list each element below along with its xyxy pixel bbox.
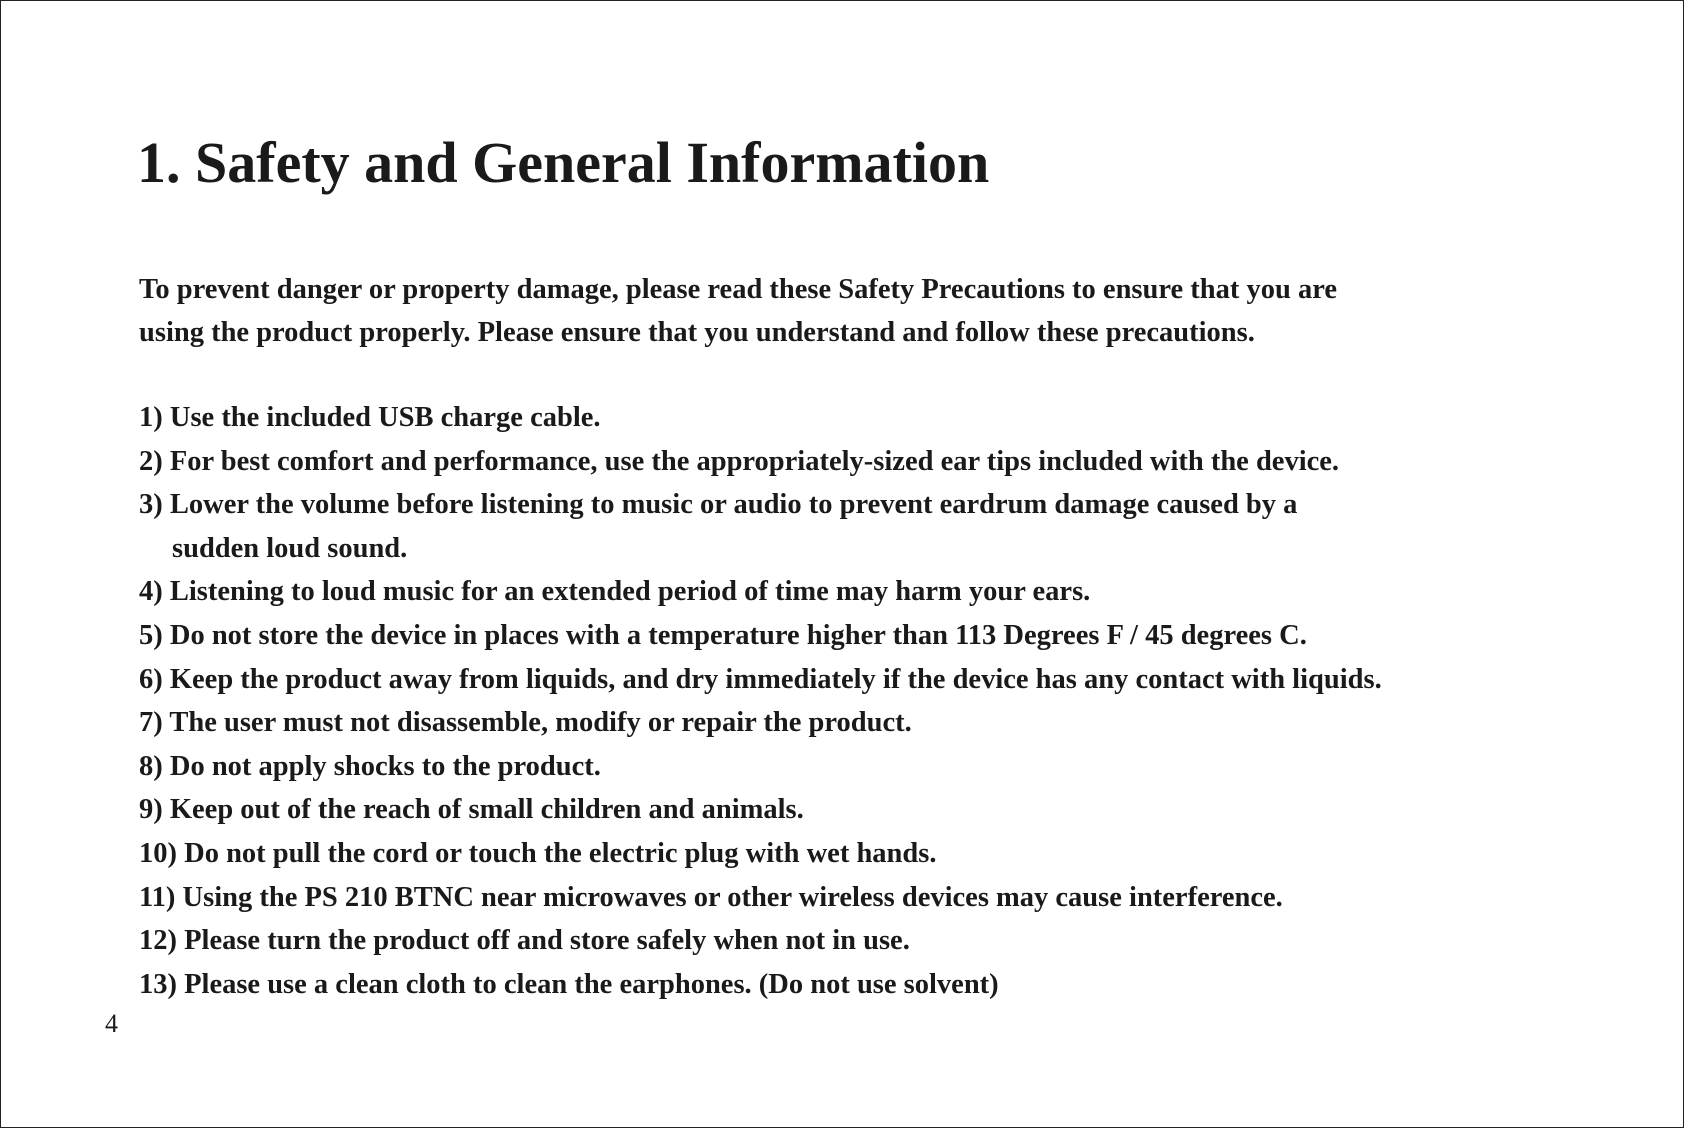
list-item: 1) Use the included USB charge cable. (139, 402, 601, 433)
list-item: 8) Do not apply shocks to the product. (139, 750, 601, 782)
list-item: 9) Keep out of the reach of small children and animals. (139, 794, 804, 826)
intro-line: using the product properly. Please ensure that you understand and follow these precautions. (139, 317, 1255, 348)
list-item: 11) Using the PS 210 BTNC near microwaves or other wireless devices may cause interference. (139, 881, 1283, 913)
list-item: 7) The user must not disassemble, modify or repair the product. (139, 707, 912, 739)
list-item: 6) Keep the product away from liquids, and dry immediately if the device has any contact with liquids. (139, 663, 1382, 695)
list-item: 13) Please use a clean cloth to clean the earphones. (Do not use solvent) (139, 968, 999, 1000)
list-item: 5) Do not store the device in places with a temperature higher than 113 Degrees F / 45 degrees C. (139, 619, 1307, 651)
safety-precautions-list (139, 396, 1382, 1006)
list-item: 4) Listening to loud music for an extended period of time may harm your ears. (139, 576, 1091, 608)
page-number: 4 (105, 1009, 118, 1038)
intro-line: To prevent danger or property damage, please read these Safety Precautions to ensure that you are (139, 274, 1337, 305)
intro-paragraph (139, 268, 1337, 354)
list-item-continuation: sudden loud sound. (172, 532, 408, 564)
section-title: 1. Safety and General Information (137, 130, 990, 195)
list-item: 12) Please turn the product off and store safely when not in use. (139, 925, 910, 957)
list-item: 3) Lower the volume before listening to music or audio to prevent eardrum damage caused by a (139, 489, 1298, 521)
list-item: 10) Do not pull the cord or touch the electric plug with wet hands. (139, 837, 937, 869)
list-item: 2) For best comfort and performance, use the appropriately-sized ear tips included with the device. (139, 445, 1340, 477)
